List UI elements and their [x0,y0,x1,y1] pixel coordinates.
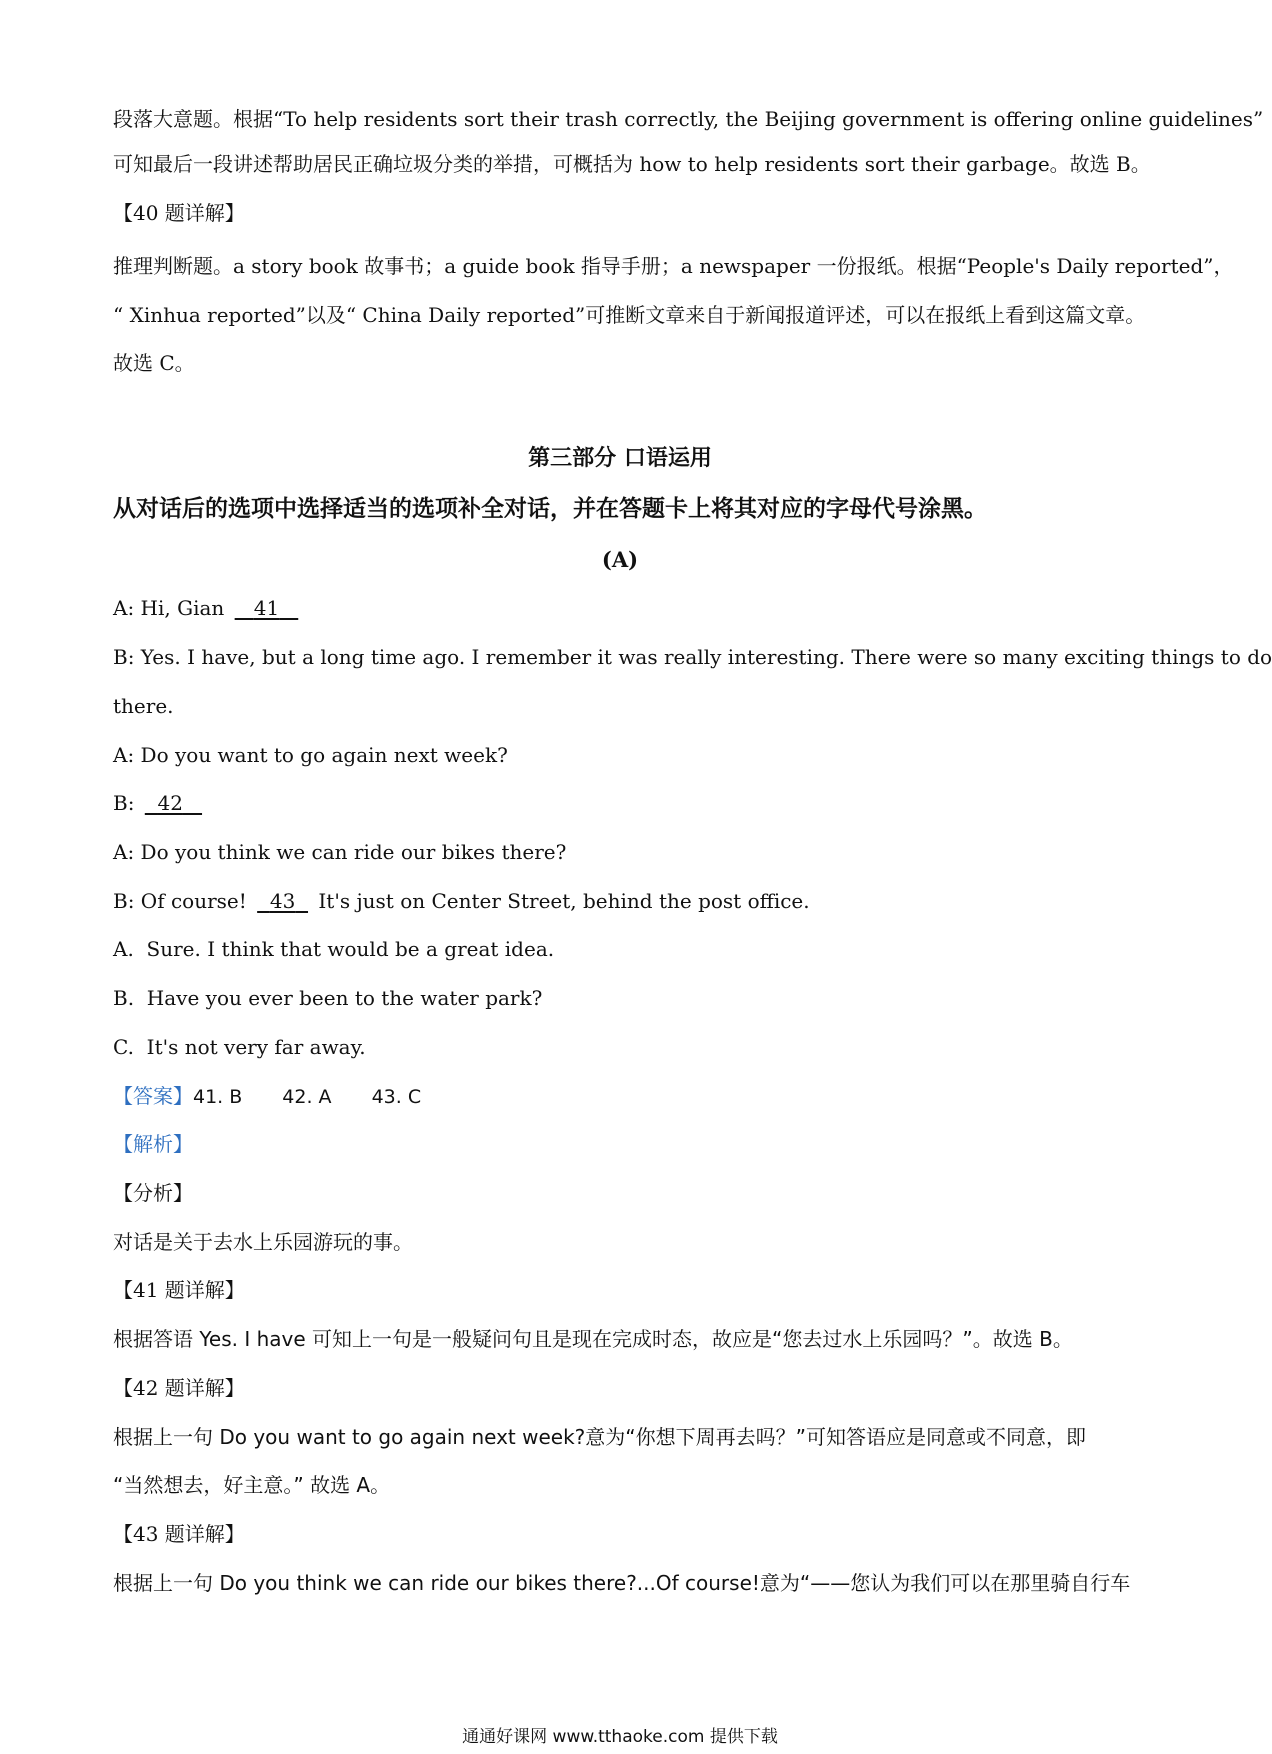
paragraph-line: 推理判断题。a story book 故事书；a guide book 指导手册；a newspaper 一份报纸。根据“People's Daily reported”， [113,254,1234,278]
option-text: It's not very far away. [146,1035,366,1059]
fenxi-heading: 【分析】 [113,1181,193,1205]
answer-label: 【答案】 [113,1084,193,1108]
option-a [113,934,1133,964]
dialogue-text: B: [113,791,135,815]
answer-item: 41. B [193,1086,243,1108]
dialogue-line-2: B: Yes. I have, but a long time ago. I remember it was really interesting. There were so many exciting things to do [113,645,1272,669]
part-label: (A) [601,547,639,572]
option-b [113,983,1133,1013]
dialogue-line-5: A: Do you think we can ride our bikes there? [113,840,567,864]
answer-blank-43 [253,886,312,916]
paragraph-line: “ Xinhua reported”以及“ China Daily reported”可推断文章来自于新闻报道评述，可以在报纸上看到这篇文章。 [113,303,1146,327]
paragraph-line: 段落大意题。根据“To help residents sort their trash correctly, the Beijing government is offering online guidelines” [113,107,1264,131]
section-title: 第三部分 口语运用 [528,445,712,471]
option-letter: B. [113,986,135,1010]
q41-heading: 【41 题详解】 [113,1278,245,1302]
blank-number: 43 [269,889,296,913]
answer-blank-41 [231,593,303,623]
option-letter: C. [113,1035,134,1059]
paragraph-line: 可知最后一段讲述帮助居民正确垃圾分类的举措，可概括为 how to help residents sort their garbage。故选 B。 [113,152,1151,176]
answer-line [113,1081,1133,1112]
q42-text: “当然想去，好主意。” 故选 A。 [113,1473,391,1497]
answer-blank-42 [141,788,206,818]
q40-heading: 【40 题详解】 [113,201,245,225]
footer-watermark: 通通好课网 www.tthaoke.com 提供下载 [462,1727,778,1747]
answer-item: 43. C [371,1086,422,1108]
paragraph-line: 故选 C。 [113,351,195,375]
option-text: Sure. I think that would be a great idea. [146,937,555,961]
dialogue-line-2-cont: there. [113,694,174,718]
q42-text: 根据上一句 Do you want to go again next week?意为“你想下周再去吗？”可知答语应是同意或不同意，即 [113,1425,1087,1449]
blank-number: 42 [157,791,183,815]
dialogue-text: A: Hi, Gian [113,596,225,620]
dialogue-text: It's just on Center Street, behind the post office. [318,889,810,913]
analysis-label: 【解析】 [113,1132,193,1156]
q43-heading: 【43 题详解】 [113,1522,245,1546]
answer-item: 42. A [282,1086,332,1108]
fenxi-text: 对话是关于去水上乐园游玩的事。 [113,1230,413,1254]
section-instruction: 从对话后的选项中选择适当的选项补全对话，并在答题卡上将其对应的字母代号涂黑。 [113,495,987,522]
dialogue-line-1 [113,593,1133,623]
blank-number: 41 [253,596,280,620]
q43-text: 根据上一句 Do you think we can ride our bikes there?...Of course!意为“——您认为我们可以在那里骑自行车 [113,1571,1131,1595]
q41-text: 根据答语 Yes. I have 可知上一句是一般疑问句且是现在完成时态，故应是“您去过水上乐园吗？”。故选 B。 [113,1327,1073,1351]
option-letter: A. [113,937,134,961]
dialogue-text: B: Of course! [113,889,247,913]
option-c [113,1032,1133,1062]
dialogue-line-4 [113,788,1133,818]
q42-heading: 【42 题详解】 [113,1376,245,1400]
dialogue-line-3: A: Do you want to go again next week? [113,743,508,767]
option-text: Have you ever been to the water park? [146,986,543,1010]
dialogue-line-6 [113,886,1133,916]
